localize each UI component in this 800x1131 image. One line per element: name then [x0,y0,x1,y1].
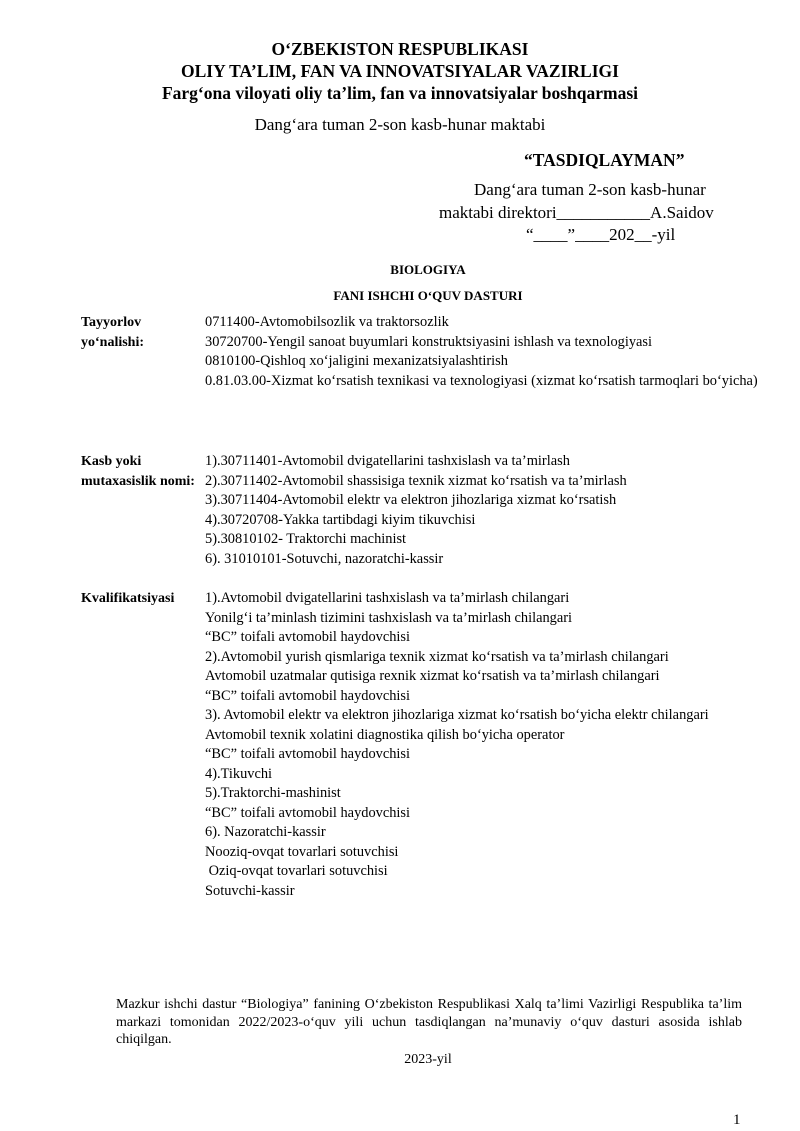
country-name: O‘ZBEKISTON RESPUBLIKASI [271,39,529,59]
list-item: 0711400-Avtomobilsozlik va traktorsozlik [205,314,449,330]
approval-title: “TASDIQLAYMAN” [524,150,685,170]
approval-line-2: maktabi direktori___________A.Saidov [439,203,714,222]
list-item: 5).Traktorchi-mashinist [205,785,341,801]
list-item: Oziq-ovqat tovarlari sotuvchisi [205,863,388,879]
list-item: Nooziq-ovqat tovarlari sotuvchisi [205,843,399,860]
approval-line-1: Dang‘ara tuman 2-son kasb-hunar [474,180,706,199]
ministry-name: OLIY TA’LIM, FAN VA INNOVATSIYALAR VAZIRLIGI [181,61,619,81]
page-number: 1 [733,1112,741,1128]
list-item: 5).30810102- Traktorchi machinist [205,531,407,547]
footer-year: 2023-yil [404,1052,452,1067]
qualification-label: Kvalifikatsiyasi [81,591,175,606]
list-item: 1).30711401-Avtomobil dvigatellarini tashxislash va ta’mirlash [205,453,570,469]
qualification-list [205,589,772,901]
list-item: 1).Avtomobil dvigatellarini tashxislash va ta’mirlash chilangari [205,590,570,606]
program-title: FANI ISHCHI O‘QUV DASTURI [333,288,523,303]
school-name: Dang‘ara tuman 2-son kasb-hunar maktabi [254,115,546,134]
list-item: “BC” toifali avtomobil haydovchisi [205,629,411,645]
footer-note: Mazkur ishchi dastur “Biologiya” fanining O‘zbekiston Respublikasi Xalq ta’limi Vazirligi Respublika ta’lim markazi tomonidan 2022/2023-o‘quv yili uchun tasdiqlangan na’munaviy o‘quv dasturi asosida ishlab chiqilgan. [116,997,742,1047]
list-item: 30720700-Yengil sanoat buyumlari konstruktsiyasini ishlash va texnologiyasi [205,333,653,350]
document-header [0,38,800,136]
list-item: “BC” toifali avtomobil haydovchisi [205,746,411,762]
list-item: Avtomobil uzatmalar qutisiga rexnik xizmat ko‘rsatish va ta’mirlash chilangari [205,668,660,684]
training-direction-list [205,313,772,391]
list-item: Yonilg‘i ta’minlash tizimini tashxislash va ta’mirlash chilangari [205,609,573,626]
list-item: 0.81.03.00-Xizmat ko‘rsatish texnikasi va texnologiyasi (xizmat ko‘rsatish tarmoqlari bo‘yicha) [205,372,758,389]
list-item: “BC” toifali avtomobil haydovchisi [205,687,411,704]
profession-label: Kasb yoki mutaxasislik nomi: [81,454,195,489]
list-item: 6). Nazoratchi-kassir [205,824,326,840]
list-item: “BC” toifali avtomobil haydovchisi [205,804,411,821]
list-item: 2).30711402-Avtomobil shassisiga texnik xizmat ko‘rsatish va ta’mirlash [205,472,627,489]
training-direction-label: Tayyorlov yo‘nalishi: [81,315,145,350]
list-item: 6). 31010101-Sotuvchi, nazoratchi-kassir [205,550,444,567]
list-item: 2).Avtomobil yurish qismlariga texnik xizmat ko‘rsatish va ta’mirlash chilangari [205,648,669,665]
list-item: Avtomobil texnik xolatini diagnostika qilish bo‘yicha operator [205,726,565,743]
list-item: 3). Avtomobil elektr va elektron jihozlariga xizmat ko‘rsatish bo‘yicha elektr chilangari [205,707,709,723]
list-item: 4).Tikuvchi [205,765,273,782]
list-item: Sotuvchi-kassir [205,882,295,899]
list-item: 3).30711404-Avtomobil elektr va elektron jihozlariga xizmat ko‘rsatish [205,492,617,508]
approval-date-line: “____”____202__-yil [526,225,676,244]
list-item: 0810100-Qishloq xo‘jaligini mexanizatsiyalashtirish [205,353,508,369]
profession-list [205,452,772,569]
regional-department: Farg‘ona viloyati oliy ta’lim, fan va innovatsiyalar boshqarmasi [161,83,639,103]
list-item: 4).30720708-Yakka tartibdagi kiyim tikuvchisi [205,511,476,528]
subject-title: BIOLOGIYA [390,262,466,277]
